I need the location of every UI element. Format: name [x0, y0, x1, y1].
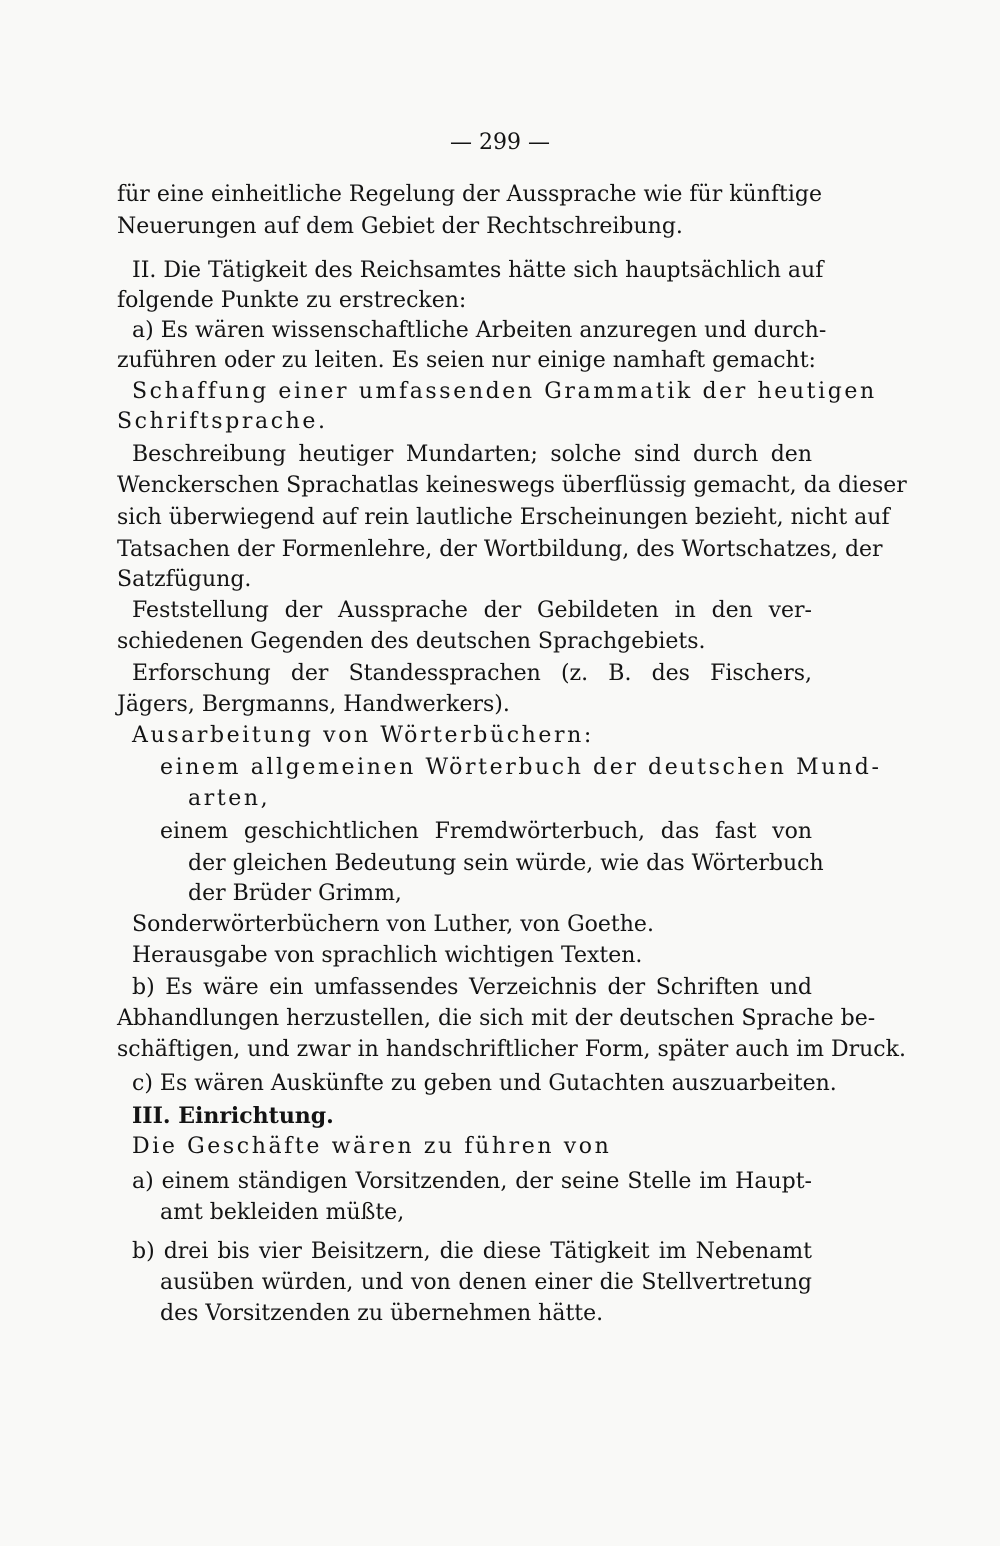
text-line: amt bekleiden müßte,: [160, 1200, 405, 1225]
text-line: Satzfügung.: [117, 567, 252, 592]
text-line: Erforschung der Standessprachen (z. B. des Fischers,: [132, 661, 812, 686]
text-line: ausüben würden, und von denen einer die Stellvertretung: [160, 1270, 812, 1295]
item-a-line: a) Es wären wissenschaftliche Arbeiten anzuregen und durch-: [132, 318, 827, 343]
text-line: Schriftsprache.: [117, 409, 328, 434]
text-line: des Vorsitzenden zu übernehmen hätte.: [160, 1301, 604, 1326]
section-ii-heading-line: II. Die Tätigkeit des Reichsamtes hätte sich hauptsächlich auf: [132, 258, 824, 283]
text-line: Schaffung einer umfassenden Grammatik der heutigen: [132, 379, 877, 404]
item-c-line: c) Es wären Auskünfte zu geben und Gutachten auszuarbeiten.: [132, 1071, 837, 1096]
text-line: Neuerungen auf dem Gebiet der Rechtschreibung.: [117, 214, 683, 239]
text-line: Beschreibung heutiger Mundarten; solche sind durch den: [132, 442, 812, 467]
text-line: Wenckerschen Sprachatlas keineswegs überflüssig gemacht, da dieser: [117, 473, 907, 498]
text-line: Die Geschäfte wären zu führen von: [132, 1134, 612, 1159]
text-line: Herausgabe von sprachlich wichtigen Texten.: [132, 943, 643, 968]
text-line: sich überwiegend auf rein lautliche Erscheinungen bezieht, nicht auf: [117, 505, 890, 530]
text-line: einem allgemeinen Wörterbuch der deutschen Mund-: [160, 755, 882, 780]
text-line: arten,: [188, 786, 271, 811]
text-line: der Brüder Grimm,: [188, 881, 402, 906]
text-line: Ausarbeitung von Wörterbüchern:: [132, 723, 594, 748]
text-line: zuführen oder zu leiten. Es seien nur einige namhaft gemacht:: [117, 348, 816, 373]
text-line: Abhandlungen herzustellen, die sich mit der deutschen Sprache be-: [117, 1006, 876, 1031]
section-iii-heading: III. Einrichtung.: [132, 1103, 334, 1129]
list-item-b-line: b) drei bis vier Beisitzern, die diese Tätigkeit im Nebenamt: [132, 1239, 812, 1264]
item-b-line: b) Es wäre ein umfassendes Verzeichnis der Schriften und: [132, 975, 812, 1000]
text-line: für eine einheitliche Regelung der Aussprache wie für künftige: [117, 182, 823, 207]
text-line: folgende Punkte zu erstrecken:: [117, 288, 467, 313]
list-item-a-line: a) einem ständigen Vorsitzenden, der seine Stelle im Haupt-: [132, 1169, 812, 1194]
text-line: schäftigen, und zwar in handschriftlicher Form, später auch im Druck.: [117, 1037, 906, 1062]
text-line: Sonderwörterbüchern von Luther, von Goethe.: [132, 912, 654, 937]
text-line: einem geschichtlichen Fremdwörterbuch, das fast von: [160, 819, 812, 844]
page-number: — 299 —: [450, 130, 550, 155]
text-line: der gleichen Bedeutung sein würde, wie das Wörterbuch: [188, 851, 824, 876]
text-line: Feststellung der Aussprache der Gebildeten in den ver-: [132, 598, 812, 623]
text-line: Tatsachen der Formenlehre, der Wortbildung, des Wortschatzes, der: [117, 537, 883, 562]
text-line: Jägers, Bergmanns, Handwerkers).: [117, 692, 510, 717]
text-line: schiedenen Gegenden des deutschen Sprachgebiets.: [117, 629, 706, 654]
